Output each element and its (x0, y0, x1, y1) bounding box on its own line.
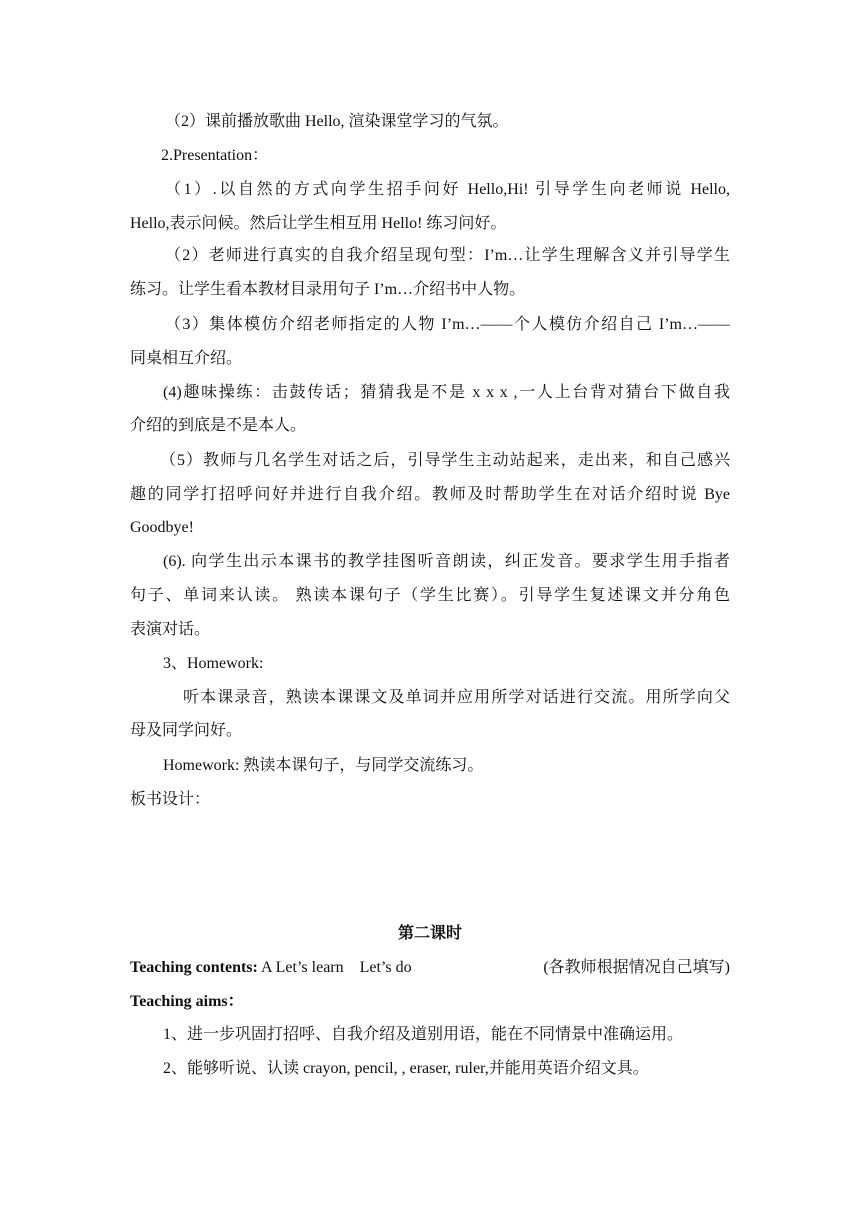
teaching-contents-text (130, 958, 412, 978)
paragraph-line: （3）集体模仿介绍老师指定的人物 I’m…——个人模仿介绍自己 I’m…—— (165, 316, 730, 333)
paragraph-line: 练习。让学生看本教材目录用句子 I’m…介绍书中人物。 (130, 281, 526, 298)
paragraph-line: （1）.以自然的方式向学生招手问好 Hello,Hi! 引导学生向老师说 Hello, (165, 181, 730, 198)
paragraph-line: 介绍的到底是不是本人。 (130, 417, 307, 434)
aim-item: 1、进一步巩固打招呼、自我介绍及道别用语，能在不同情景中准确运用。 (163, 1026, 684, 1043)
paragraph-line: (4)趣味操练：击鼓传话；猜猜我是不是 x x x ,一人上台背对猜台下做自我 (163, 384, 730, 401)
paragraph-line: 听本课录音，熟读本课课文及单词并应用所学对话进行交流。用所学向父 (183, 689, 730, 706)
paragraph-line: 同桌相互介绍。 (130, 350, 243, 367)
teaching-contents-value: A Let’s learn Let’s do (257, 959, 412, 976)
teaching-contents-row (130, 958, 730, 978)
paragraph-line: Homework: 熟读本课句子，与同学交流练习。 (163, 757, 484, 774)
paragraph-line: 句子、单词来认读。 熟读本课句子（学生比赛）。引导学生复述课文并分角色 (130, 587, 730, 604)
aim-item: 2、能够听说、认读 crayon, pencil, , eraser, ruler,并能用英语介绍文具。 (163, 1060, 649, 1077)
paragraph-line: 母及同学问好。 (130, 722, 243, 739)
paragraph-line: （2）课前播放歌曲 Hello, 渲染课堂学习的气氛。 (165, 113, 509, 130)
board-design-label: 板书设计： (130, 791, 211, 808)
section-heading-homework: 3、Homework: (163, 655, 264, 672)
paragraph-line: Hello,表示问候。然后让学生相互用 Hello! 练习问好。 (130, 215, 507, 232)
teaching-aims-label: Teaching aims： (130, 993, 244, 1010)
paragraph-line: 表演对话。 (130, 621, 211, 638)
paragraph-line: （5）教师与几名学生对话之后，引导学生主动站起来，走出来，和自己感兴 (160, 452, 730, 469)
paragraph-line: 趣的同学打招呼问好并进行自我介绍。教师及时帮助学生在对话介绍时说 Bye (130, 486, 730, 503)
paragraph-line: (6). 向学生出示本课书的教学挂图听音朗读，纠正发音。要求学生用手指者 (163, 553, 730, 570)
paragraph-line: （2）老师进行真实的自我介绍呈现句型：I’m…让学生理解含义并引导学生 (165, 247, 730, 264)
teaching-contents-label: Teaching contents: (130, 959, 258, 976)
paragraph-line: Goodbye! (130, 519, 194, 536)
teaching-contents-note: (各教师根据情况自己填写) (543, 959, 730, 976)
section-heading-presentation: 2.Presentation： (161, 147, 269, 164)
section-title: 第二课时 (397, 925, 462, 942)
